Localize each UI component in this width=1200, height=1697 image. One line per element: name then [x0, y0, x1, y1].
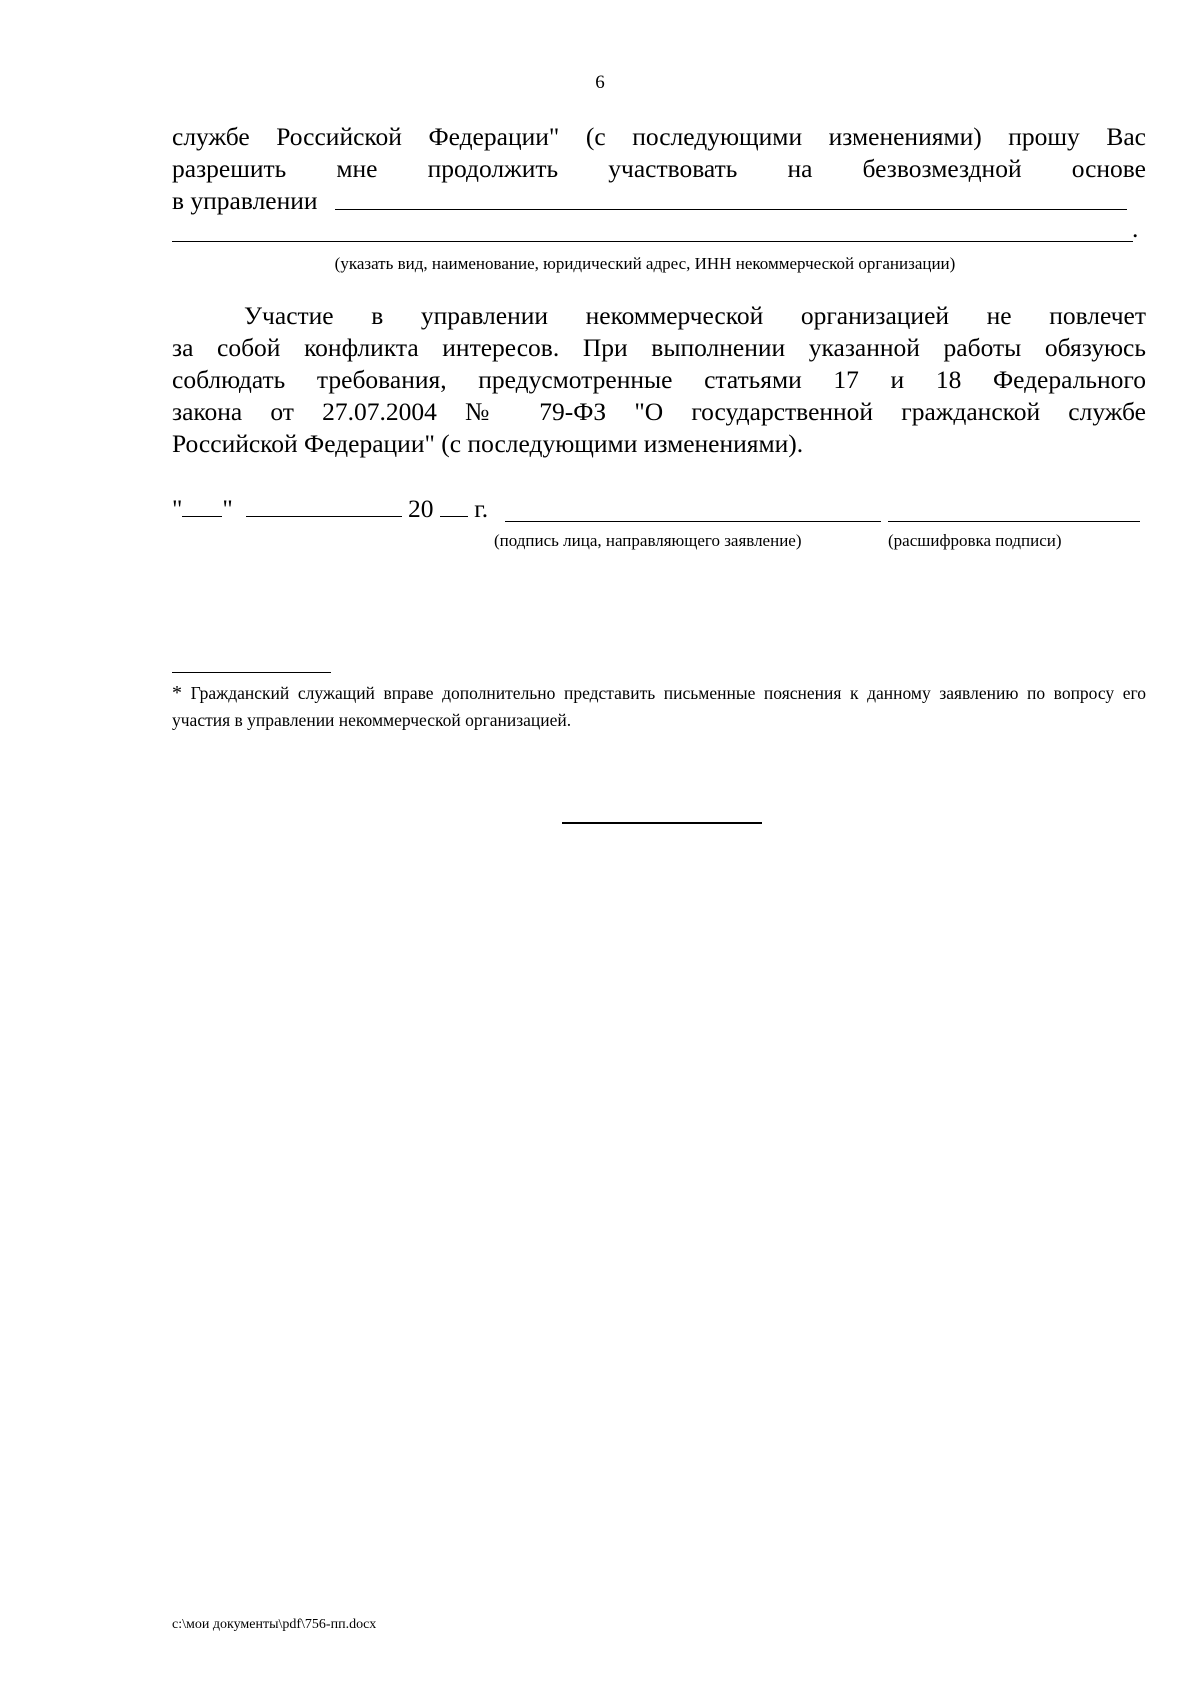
- year-suffix: г.: [474, 494, 489, 523]
- signature-decode-hint: (расшифровка подписи): [888, 531, 1062, 550]
- declaration-paragraph: [172, 300, 1146, 460]
- year-prefix: 20: [407, 494, 434, 523]
- footnote-text: Гражданский служащий вправе дополнительно представить письменные пояснения к данному заявлению по вопросу его участия в управлении некоммерческой организацией.: [172, 683, 1146, 730]
- intro-line-2: разрешить мне продолжить участвовать на безвозмездной основе: [172, 154, 1146, 183]
- organization-fill-line-1[interactable]: [335, 209, 1127, 210]
- file-path: c:\мои документы\pdf\756-пп.docx: [172, 1617, 377, 1632]
- year-blank[interactable]: [440, 494, 468, 517]
- page-number: 6: [595, 72, 605, 93]
- organization-fill-line-2[interactable]: [172, 241, 1133, 242]
- day-blank[interactable]: [182, 494, 222, 517]
- signature-line[interactable]: [505, 521, 881, 522]
- date-quote-close: ": [222, 494, 233, 523]
- end-rule: [562, 822, 762, 824]
- paragraph-line-1: Участие в управлении некоммерческой организацией не повлечет: [244, 301, 1146, 330]
- signature-hint: (подпись лица, направляющего заявление): [494, 531, 802, 550]
- signature-decode-line[interactable]: [888, 521, 1140, 522]
- paragraph-line-4: закона от 27.07.2004 № 79-ФЗ "О государственной гражданской службе: [172, 397, 1146, 426]
- organization-hint: (указать вид, наименование, юридический адрес, ИНН некоммерческой организации): [334, 254, 956, 273]
- paragraph-line-2: за собой конфликта интересов. При выполнении указанной работы обязуюсь: [172, 333, 1146, 362]
- month-blank[interactable]: [246, 494, 402, 517]
- paragraph-line-3: соблюдать требования, предусмотренные статьями 17 и 18 Федерального: [172, 365, 1146, 394]
- intro-period: .: [1132, 214, 1139, 243]
- date-row: [172, 494, 488, 524]
- intro-line-3: в управлении: [172, 186, 318, 215]
- paragraph-line-5: Российской Федерации" (с последующими изменениями).: [172, 429, 804, 458]
- intro-line-1: службе Российской Федерации" (с последующими изменениями) прошу Вас: [172, 122, 1146, 151]
- footnote-separator: [172, 672, 331, 673]
- footnote-marker: *: [172, 682, 182, 704]
- date-quote-open: ": [172, 494, 183, 523]
- footnote: [172, 680, 1146, 734]
